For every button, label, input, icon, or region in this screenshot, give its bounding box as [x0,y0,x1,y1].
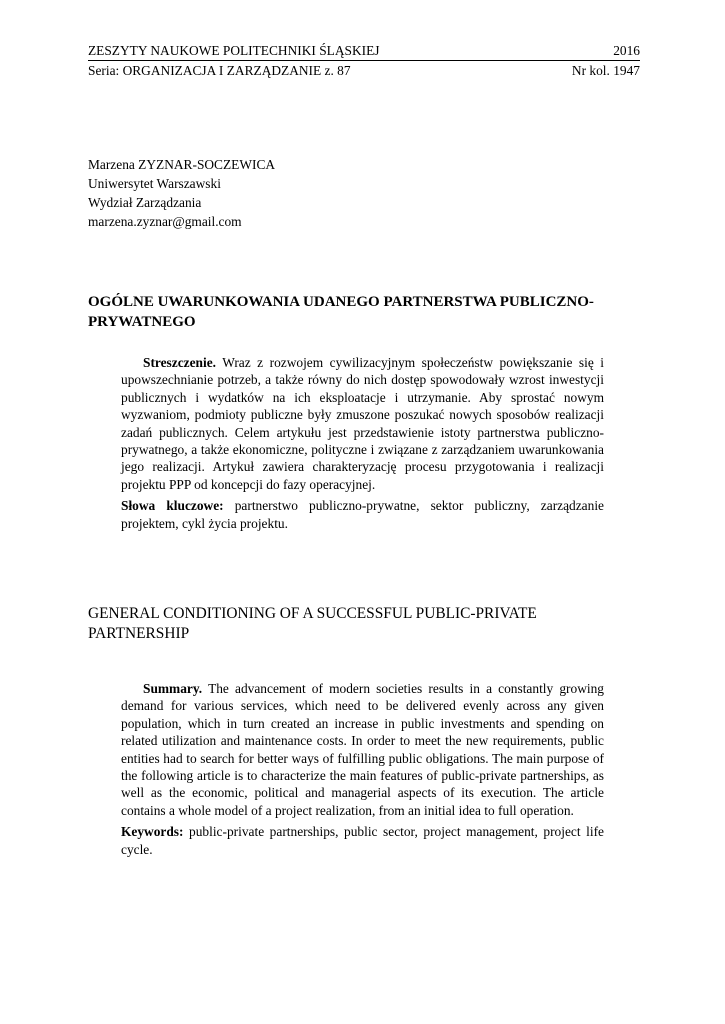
keywords-polish-text: partnerstwo publiczno-prywatne, sektor publiczny, zarządzanie projektem, cykl życia projektu. [121,498,604,531]
series-name: Seria: ORGANIZACJA I ZARZĄDZANIE z. 87 [88,63,351,78]
series-header [88,62,640,79]
author-email: marzena.zyznar@gmail.com [88,214,242,229]
abstract-english-label: Summary. [143,681,203,696]
abstract-english [121,680,604,858]
abstract-polish-text: Wraz z rozwojem cywilizacyjnym społeczeństw powiększanie się i upowszechnianie potrzeb, a także równy do nich dostęp spowodowały wzrost inwestycji publicznych i wydatków na ich eksploatacje i utrzymanie. Aby sprostać nowym wyzwaniom, podmioty publiczne były zmuszone poszukać nowych sposobów realizacji zadań publicznych. Celem artykułu jest przedstawienie istoty partnerstwa publiczno-prywatnego, a także ekonomiczne, polityczne i związane z zarządzaniem uwarunkowania jego realizacji. Artykuł zawiera charakteryzację procesu przygotowania i realizacji projektu PPP od koncepcji do fazy operacyjnej. [121,355,604,492]
journal-name: ZESZYTY NAUKOWE POLITECHNIKI ŚLĄSKIEJ [88,43,380,58]
keywords-english-text: public-private partnerships, public sector, project management, project life cycle. [121,824,604,857]
abstract-polish-paragraph [121,354,604,493]
abstract-polish [121,354,604,532]
journal-header [88,42,640,61]
keywords-polish-label: Słowa kluczowe: [121,498,224,514]
keywords-polish [121,497,604,532]
keywords-english [121,823,604,858]
author-university: Uniwersytet Warszawski [88,176,221,191]
title-english: GENERAL CONDITIONING OF A SUCCESSFUL PUBLIC-PRIVATE PARTNERSHIP [88,605,537,642]
abstract-english-paragraph [121,680,604,819]
journal-year: 2016 [613,43,640,58]
author-name: Marzena ZYZNAR-SOCZEWICA [88,157,276,172]
issue-number: Nr kol. 1947 [571,63,640,78]
author-block [88,155,275,231]
author-faculty: Wydział Zarządzania [88,195,202,210]
abstract-polish-label: Streszczenie. [143,355,216,370]
abstract-english-text: The advancement of modern societies results in a constantly growing demand for various services, which need to be delivered evenly across any given population, which in turn created an increase in public investments and spending on related utilization and maintenance costs. In order to meet the new requirements, public entities had to search for better ways of fulfilling public obligations. The main purpose of the following article is to characterize the main features of public-private partnerships, as well as the economic, political and managerial aspects of its execution. The article contains a whole model of a project realization, from an initial idea to full operation. [121,681,604,818]
keywords-english-label: Keywords: [121,824,184,840]
title-polish: OGÓLNE UWARUNKOWANIA UDANEGO PARTNERSTWA PUBLICZNO-PRYWATNEGO [88,294,594,330]
